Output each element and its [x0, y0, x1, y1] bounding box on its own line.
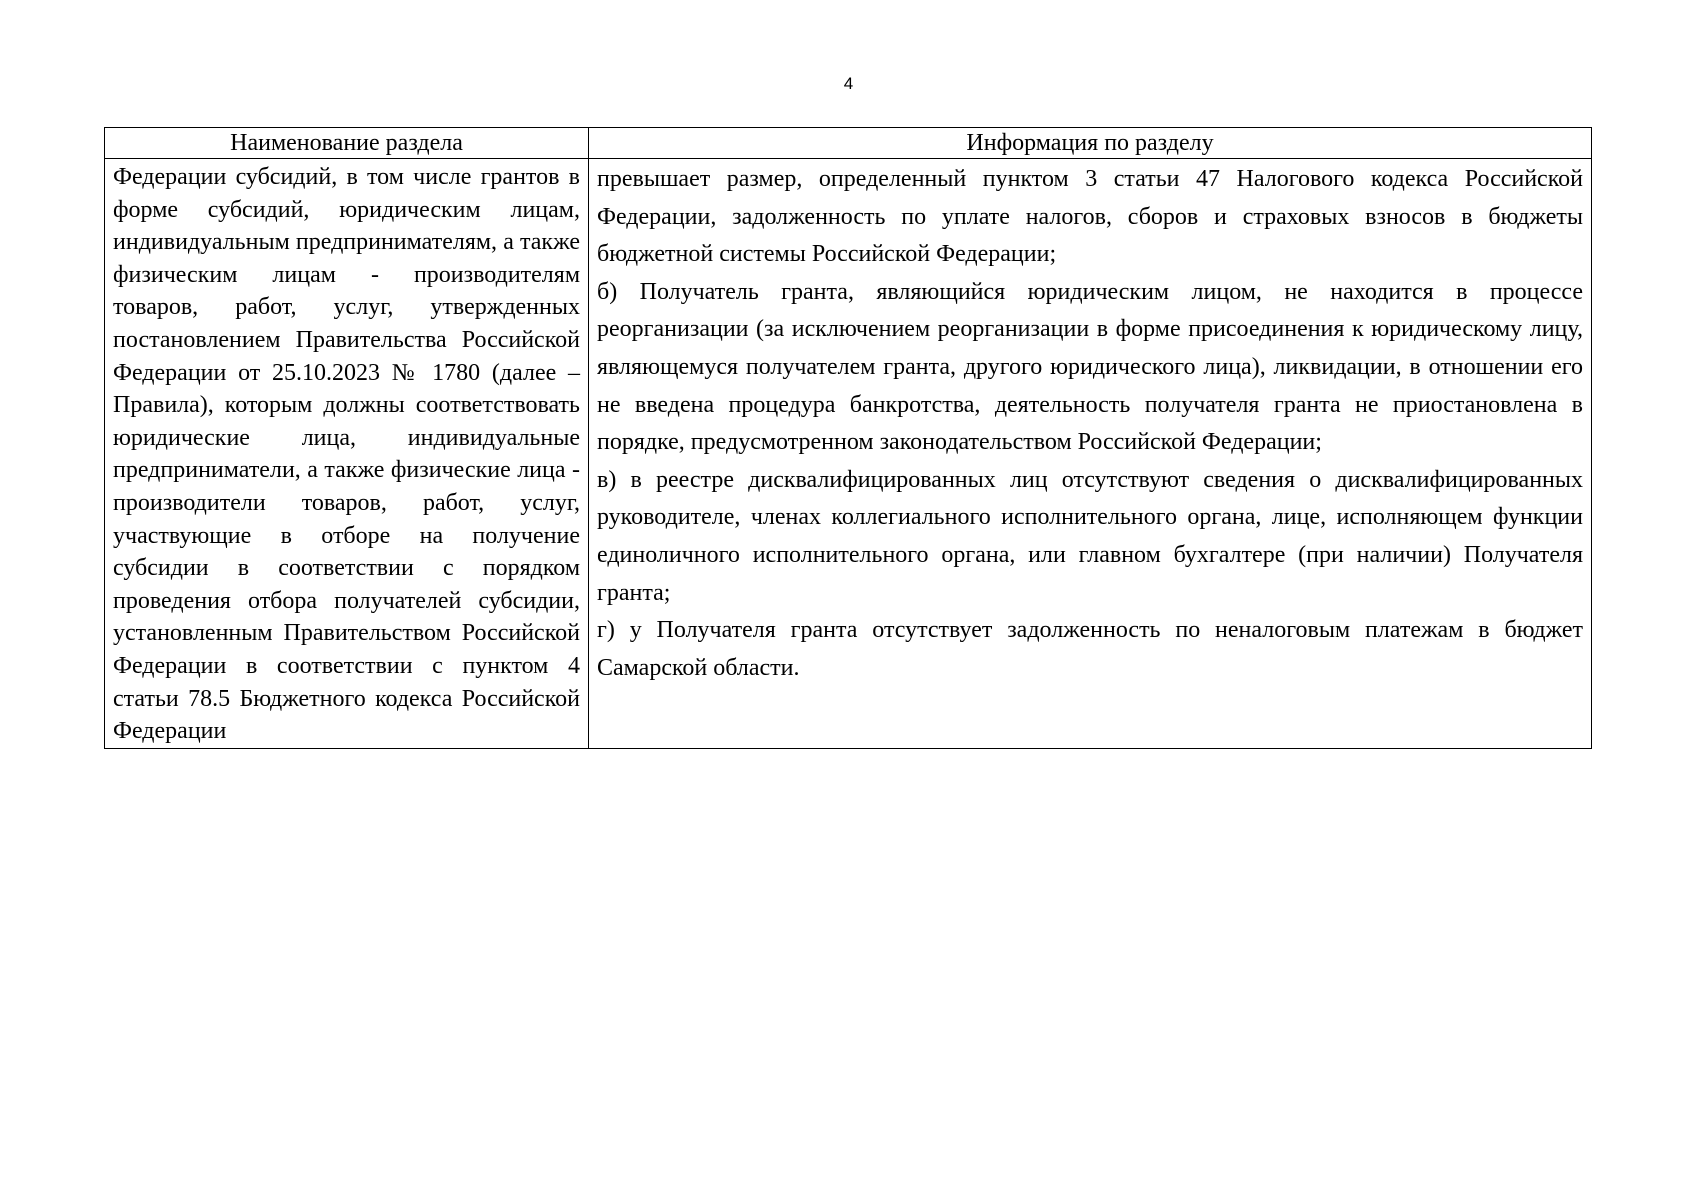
info-paragraph-g: г) у Получателя гранта отсутствует задолженность по неналоговым платежам в бюджет Самарской области.: [597, 617, 1583, 681]
table-header-row: [105, 128, 1592, 159]
section-info-cell: [589, 159, 1592, 749]
info-paragraph-continuation: превышает размер, определенный пунктом 3 статьи 47 Налогового кодекса Российской Федерации, задолженность по уплате налогов, сборов и страховых взносов в бюджеты бюджетной системы Российской Федерации;: [597, 166, 1583, 268]
table-row: [105, 159, 1592, 749]
page-number: 4: [843, 74, 854, 93]
header-section-name: Наименование раздела: [105, 128, 589, 159]
info-paragraph-b: б) Получатель гранта, являющийся юридическим лицом, не находится в процессе реорганизации (за исключением реорганизации в форме присоединения к юридическому лицу, являющемуся получателем гранта, другого юридического лица), ликвидации, в отношении его не введена процедура банкротства, деятельность получателя гранта не приостановлена в порядке, предусмотренном законодательством Российской Федерации;: [597, 278, 1583, 456]
info-paragraph-v: в) в реестре дисквалифицированных лиц отсутствуют сведения о дисквалифицированных руководителе, членах коллегиального исполнительного органа, лице, исполняющем функции единоличного исполнительного органа, или главном бухгалтере (при наличии) Получателя гранта;: [597, 466, 1583, 606]
header-section-info: Информация по разделу: [589, 128, 1592, 159]
section-name-cell: Федерации субсидий, в том числе грантов в форме субсидий, юридическим лицам, индивидуальным предпринимателям, а также физическим лицам - производителям товаров, работ, услуг, утвержденных постановлением Правительства Российской Федерации от 25.10.2023 № 1780 (далее – Правила), которым должны соответствовать юридические лица, индивидуальные предприниматели, а также физические лица - производители товаров, работ, услуг, участвующие в отборе на получение субсидии в соответствии с порядком проведения отбора получателей субсидии, установленным Правительством Российской Федерации в соответствии с пунктом 4 статьи 78.5 Бюджетного кодекса Российской Федерации: [105, 159, 589, 749]
section-info-table: [104, 127, 1592, 749]
